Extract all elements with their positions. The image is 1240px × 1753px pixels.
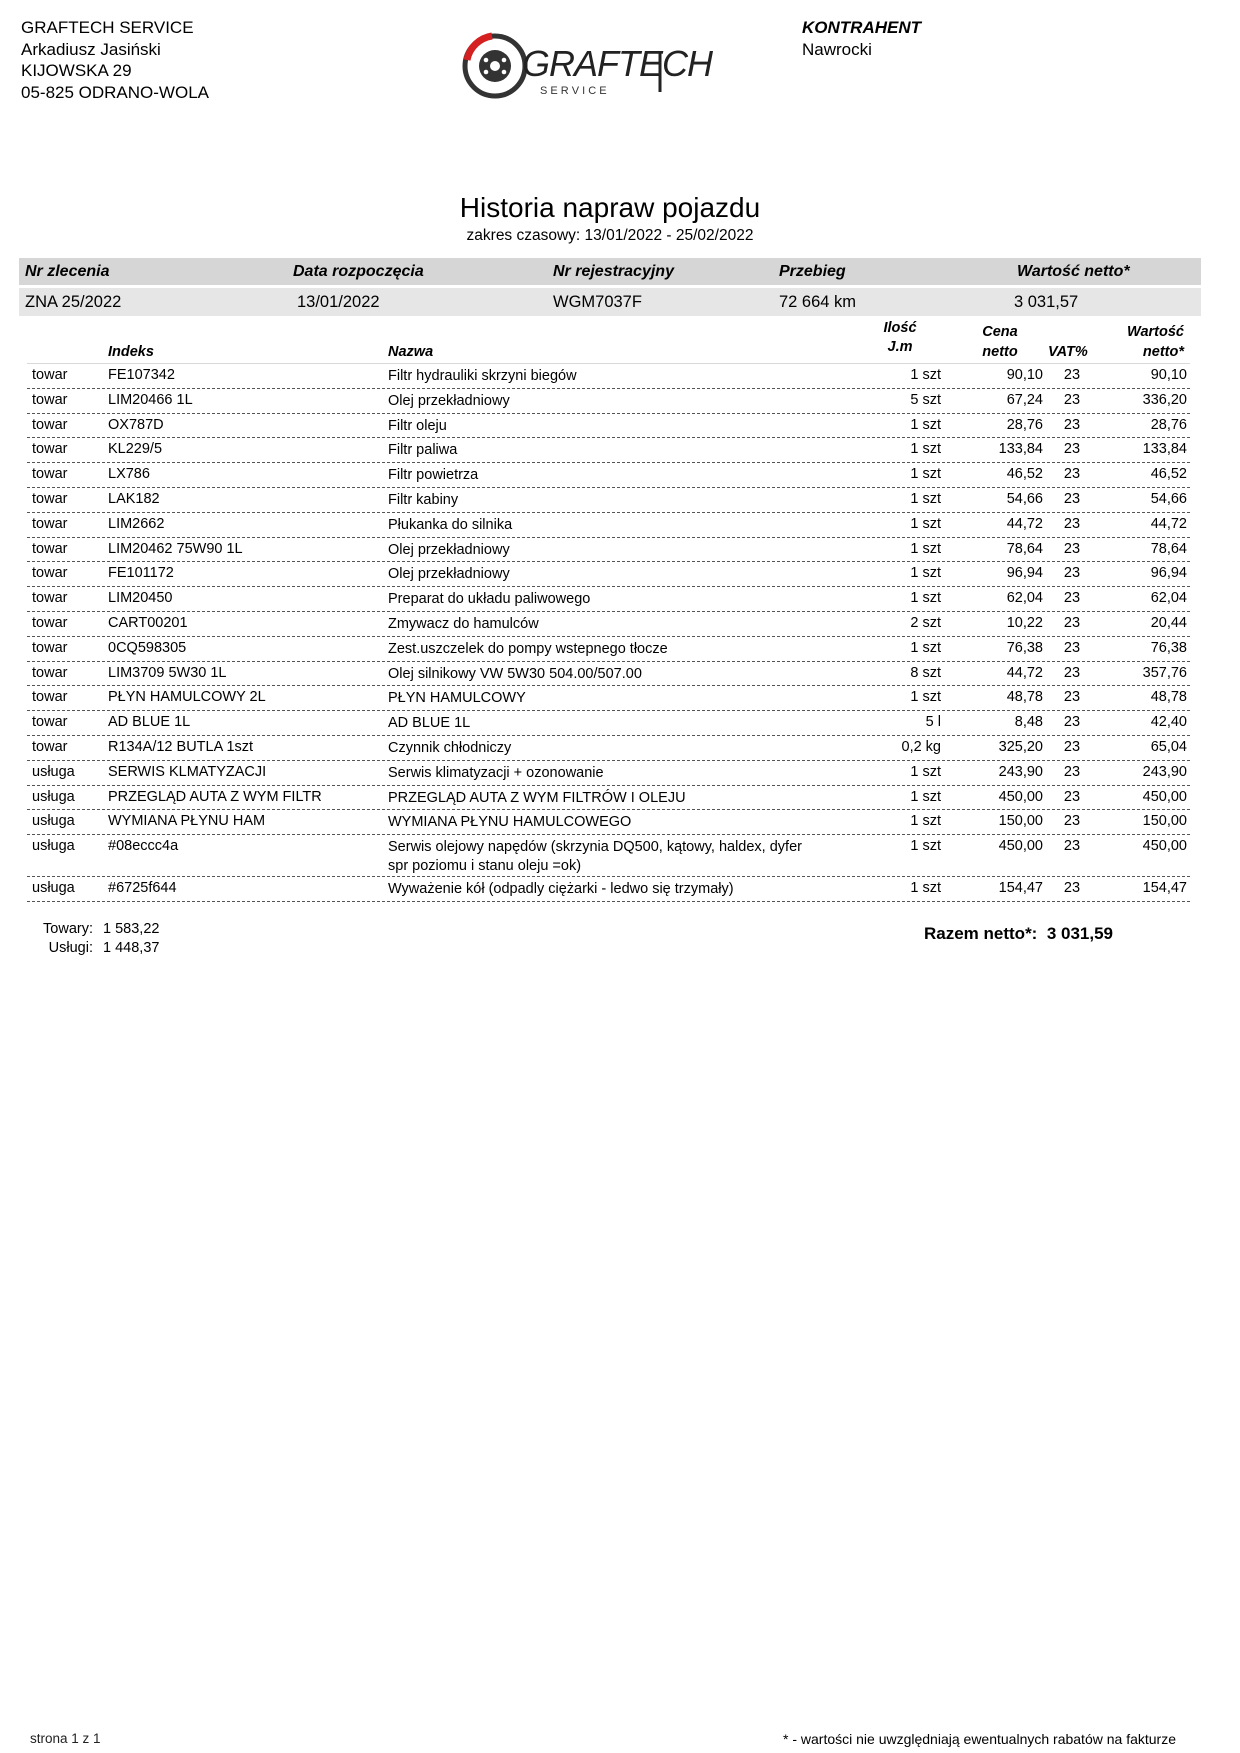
row-price: 54,66 <box>1006 490 1043 507</box>
row-qty: 1 szt <box>910 416 941 433</box>
row-name: Preparat do układu paliwowego <box>388 591 591 608</box>
row-price: 44,72 <box>1006 515 1043 532</box>
row-type: towar <box>32 639 68 656</box>
row-vat: 23 <box>1063 880 1081 897</box>
row-vat: 23 <box>1063 614 1081 631</box>
row-value: 78,64 <box>1150 540 1187 557</box>
unit-header: J.m <box>887 339 913 355</box>
table-row <box>27 662 1190 687</box>
row-name: Olej przekładniowy <box>388 566 510 583</box>
row-index: LIM20462 75W90 1L <box>108 540 243 557</box>
row-vat: 23 <box>1063 664 1081 681</box>
row-price: 62,04 <box>1006 590 1043 607</box>
row-price: 450,00 <box>998 838 1043 855</box>
row-price: 67,24 <box>1006 391 1043 408</box>
net-value-header: Wartość netto* <box>1017 263 1130 280</box>
row-type: towar <box>32 714 68 731</box>
row-qty: 1 szt <box>910 441 941 458</box>
row-index: LAK182 <box>108 490 160 507</box>
row-qty: 8 szt <box>910 664 941 681</box>
row-vat: 23 <box>1063 515 1081 532</box>
row-index: CART00201 <box>108 614 188 631</box>
contractor-name: Nawrocki <box>802 39 872 59</box>
row-vat: 23 <box>1063 714 1081 731</box>
row-value: 46,52 <box>1150 466 1187 483</box>
row-vat: 23 <box>1063 639 1081 656</box>
row-index: R134A/12 BUTLA 1szt <box>108 738 254 755</box>
row-type: towar <box>32 515 68 532</box>
row-type: towar <box>32 689 68 706</box>
table-row <box>27 637 1190 662</box>
table-row <box>27 810 1190 835</box>
qty-header: Ilość <box>883 320 917 336</box>
row-index: OX787D <box>108 416 164 433</box>
row-qty: 1 szt <box>910 540 941 557</box>
row-name: Filtr hydrauliki skrzyni biegów <box>388 368 577 384</box>
row-name: Wyważenie kół (odpadly ciężarki - ledwo się trzymały) <box>388 881 734 898</box>
row-name: Filtr kabiny <box>388 491 459 508</box>
goods-label: Towary: <box>43 921 93 937</box>
row-qty: 1 szt <box>910 880 941 897</box>
index-header: Indeks <box>108 344 154 360</box>
row-price: 10,22 <box>1006 614 1043 631</box>
row-price: 133,84 <box>998 441 1043 458</box>
row-vat: 23 <box>1063 490 1081 507</box>
row-value: 450,00 <box>1142 788 1187 805</box>
table-row <box>27 389 1190 414</box>
registration-header: Nr rejestracyjny <box>553 263 674 280</box>
row-name: Zest.uszczelek do pompy wstepnego tłocze <box>388 640 668 657</box>
row-type: usługa <box>32 838 75 855</box>
row-name: Płukanka do silnika <box>388 516 513 533</box>
start-date: 13/01/2022 <box>297 293 380 311</box>
svg-text:GRAFTECH: GRAFTECH <box>522 43 712 84</box>
row-name: Filtr oleju <box>388 417 447 434</box>
row-vat: 23 <box>1063 838 1081 855</box>
price-header: Cena <box>982 324 1018 340</box>
row-price: 450,00 <box>998 788 1043 805</box>
row-index: #6725f644 <box>108 880 177 897</box>
row-type: usługa <box>32 763 75 780</box>
row-index: FE101172 <box>108 565 174 582</box>
row-price: 150,00 <box>998 813 1043 830</box>
row-qty: 1 szt <box>910 515 941 532</box>
row-index: PŁYN HAMULCOWY 2L <box>108 689 266 706</box>
company-name: GRAFTECH SERVICE <box>21 18 194 37</box>
row-value: 76,38 <box>1150 639 1187 656</box>
footnote: * - wartości nie uwzględniają ewentualnych rabatów na fakturze <box>783 1731 1176 1747</box>
company-street: KIJOWSKA 29 <box>21 61 132 80</box>
table-row <box>27 488 1190 513</box>
row-qty: 1 szt <box>910 466 941 483</box>
row-value: 150,00 <box>1142 813 1187 830</box>
contractor-block <box>802 17 921 60</box>
row-name: Filtr paliwa <box>388 442 458 459</box>
row-value: 154,47 <box>1142 880 1187 897</box>
row-index: LIM20450 <box>108 590 173 607</box>
table-row <box>27 877 1190 902</box>
page-title: Historia napraw pojazdu <box>459 192 761 223</box>
row-qty: 1 szt <box>910 565 941 582</box>
row-type: usługa <box>32 880 75 897</box>
row-qty: 5 szt <box>910 391 941 408</box>
row-name: Olej przekładniowy <box>388 392 510 409</box>
row-value: 48,78 <box>1150 689 1187 706</box>
row-price: 96,94 <box>1006 565 1043 582</box>
row-qty: 1 szt <box>910 639 941 656</box>
table-row <box>27 786 1190 811</box>
row-vat: 23 <box>1063 590 1081 607</box>
row-price: 78,64 <box>1006 540 1043 557</box>
row-value: 336,20 <box>1142 391 1187 408</box>
row-type: towar <box>32 466 68 483</box>
row-price: 28,76 <box>1006 416 1043 433</box>
table-row <box>27 835 1190 877</box>
mileage-header: Przebieg <box>779 263 846 280</box>
order-no: ZNA 25/2022 <box>25 293 122 311</box>
row-vat: 23 <box>1063 738 1081 755</box>
row-vat: 23 <box>1063 441 1081 458</box>
vat-header: VAT% <box>1048 344 1088 360</box>
row-type: usługa <box>32 813 75 830</box>
row-type: towar <box>32 490 68 507</box>
table-row <box>27 364 1190 389</box>
services-value: 1 448,37 <box>103 940 160 956</box>
value-header: Wartość <box>1127 324 1184 340</box>
net-total <box>924 924 1113 944</box>
category-totals <box>33 920 159 958</box>
row-value: 54,66 <box>1150 490 1187 507</box>
row-value: 450,00 <box>1142 838 1187 855</box>
company-logo <box>462 30 712 102</box>
start-date-header: Data rozpoczęcia <box>293 263 424 280</box>
row-qty: 1 szt <box>910 689 941 706</box>
row-qty: 1 szt <box>910 763 941 780</box>
table-row <box>27 761 1190 786</box>
table-row <box>27 463 1190 488</box>
row-vat: 23 <box>1063 540 1081 557</box>
row-vat: 23 <box>1063 391 1081 408</box>
row-value: 44,72 <box>1150 515 1187 532</box>
row-type: usługa <box>32 788 75 805</box>
company-person: Arkadiusz Jasiński <box>21 39 161 59</box>
table-row <box>27 711 1190 736</box>
date-range: zakres czasowy: 13/01/2022 - 25/02/2022 <box>466 227 754 244</box>
table-row <box>27 736 1190 761</box>
row-type: towar <box>32 565 68 582</box>
row-qty: 1 szt <box>910 490 941 507</box>
row-value: 20,44 <box>1150 614 1187 631</box>
row-qty: 1 szt <box>910 838 941 855</box>
row-value: 357,76 <box>1142 664 1187 681</box>
row-qty: 1 szt <box>910 788 941 805</box>
row-price: 8,48 <box>1014 714 1043 731</box>
order-net-value: 3 031,57 <box>1014 293 1079 311</box>
row-value: 243,90 <box>1142 763 1187 780</box>
contractor-label: KONTRAHENT <box>802 18 921 37</box>
table-row <box>27 562 1190 587</box>
row-type: towar <box>32 391 68 408</box>
value-header-2: netto* <box>1142 344 1184 360</box>
row-qty: 2 szt <box>910 614 941 631</box>
row-price: 90,10 <box>1006 367 1043 383</box>
row-type: towar <box>32 590 68 607</box>
row-type: towar <box>32 540 68 557</box>
row-vat: 23 <box>1063 367 1081 383</box>
row-value: 28,76 <box>1150 416 1187 433</box>
row-name: Zmywacz do hamulców <box>388 615 539 632</box>
row-value: 133,84 <box>1142 441 1187 458</box>
row-vat: 23 <box>1063 689 1081 706</box>
table-row <box>27 438 1190 463</box>
row-type: towar <box>32 664 68 681</box>
table-row <box>27 513 1190 538</box>
row-qty: 5 l <box>925 714 941 731</box>
row-price: 48,78 <box>1006 689 1043 706</box>
row-vat: 23 <box>1063 565 1081 582</box>
row-vat: 23 <box>1063 813 1081 830</box>
row-index: PRZEGLĄD AUTA Z WYM FILTR <box>108 788 322 805</box>
row-name: Czynnik chłodniczy <box>388 739 512 756</box>
row-type: towar <box>32 416 68 433</box>
row-name: Serwis olejowy napędów (skrzynia DQ500, kątowy, haldex, dyfer spr poziomu i stanu oleju =ok) <box>388 839 802 875</box>
row-qty: 1 szt <box>910 813 941 830</box>
row-name: AD BLUE 1L <box>388 715 471 732</box>
row-type: towar <box>32 738 68 755</box>
row-type: towar <box>32 441 68 458</box>
row-index: LIM20466 1L <box>108 391 193 408</box>
page-number: strona 1 z 1 <box>30 1731 101 1746</box>
items-table-header <box>0 318 1240 364</box>
company-address <box>21 17 209 103</box>
row-name: Olej silnikowy VW 5W30 504.00/507.00 <box>388 665 642 682</box>
goods-value: 1 583,22 <box>103 921 160 937</box>
row-value: 96,94 <box>1150 565 1187 582</box>
table-row <box>27 414 1190 439</box>
row-vat: 23 <box>1063 466 1081 483</box>
row-qty: 1 szt <box>910 590 941 607</box>
name-header: Nazwa <box>388 344 434 360</box>
row-price: 154,47 <box>998 880 1043 897</box>
row-index: LIM3709 5W30 1L <box>108 664 227 681</box>
row-index: FE107342 <box>108 367 175 383</box>
row-name: PŁYN HAMULCOWY <box>388 690 526 707</box>
row-qty: 0,2 kg <box>901 738 941 755</box>
row-type: towar <box>32 614 68 631</box>
table-row <box>27 686 1190 711</box>
mileage: 72 664 km <box>779 293 857 311</box>
table-row <box>27 612 1190 637</box>
price-header-2: netto <box>982 344 1018 360</box>
row-type: towar <box>32 367 68 383</box>
row-index: WYMIANA PŁYNU HAM <box>108 813 266 830</box>
row-value: 62,04 <box>1150 590 1187 607</box>
row-name: Filtr powietrza <box>388 467 479 484</box>
services-label: Usługi: <box>48 940 93 956</box>
row-vat: 23 <box>1063 416 1081 433</box>
row-name: Olej przekładniowy <box>388 541 510 558</box>
row-index: LIM2662 <box>108 515 165 532</box>
order-no-header: Nr zlecenia <box>25 263 110 280</box>
row-index: SERWIS KLMATYZACJI <box>108 763 267 780</box>
net-total-value: 3 031,59 <box>1046 924 1113 943</box>
row-price: 325,20 <box>998 738 1043 755</box>
logo-graphic <box>462 30 712 102</box>
svg-text:S E R V I C E: S E R V I C E <box>540 85 607 97</box>
row-index: #08eccc4a <box>108 838 179 855</box>
row-value: 65,04 <box>1150 738 1187 755</box>
row-price: 76,38 <box>1006 639 1043 656</box>
order-header-row <box>19 258 1201 285</box>
items-table <box>27 364 1190 902</box>
row-vat: 23 <box>1063 763 1081 780</box>
row-index: KL229/5 <box>108 441 163 458</box>
row-index: 0CQ598305 <box>108 639 187 656</box>
net-total-label: Razem netto*: <box>924 924 1038 943</box>
row-index: AD BLUE 1L <box>108 714 191 731</box>
table-row <box>27 538 1190 563</box>
row-name: Serwis klimatyzacji + ozonowanie <box>388 764 604 781</box>
row-price: 46,52 <box>1006 466 1043 483</box>
row-name: PRZEGLĄD AUTA Z WYM FILTRÓW I OLEJU <box>388 789 686 806</box>
row-value: 42,40 <box>1150 714 1187 731</box>
row-price: 44,72 <box>1006 664 1043 681</box>
table-row <box>27 587 1190 612</box>
row-value: 90,10 <box>1150 367 1187 383</box>
row-name: WYMIANA PŁYNU HAMULCOWEGO <box>388 814 632 831</box>
registration: WGM7037F <box>553 293 642 311</box>
row-price: 243,90 <box>998 763 1043 780</box>
order-values-row <box>19 288 1201 316</box>
company-city: 05-825 ODRANO-WOLA <box>21 82 209 102</box>
row-index: LX786 <box>108 466 150 483</box>
row-vat: 23 <box>1063 788 1081 805</box>
row-qty: 1 szt <box>910 367 941 383</box>
